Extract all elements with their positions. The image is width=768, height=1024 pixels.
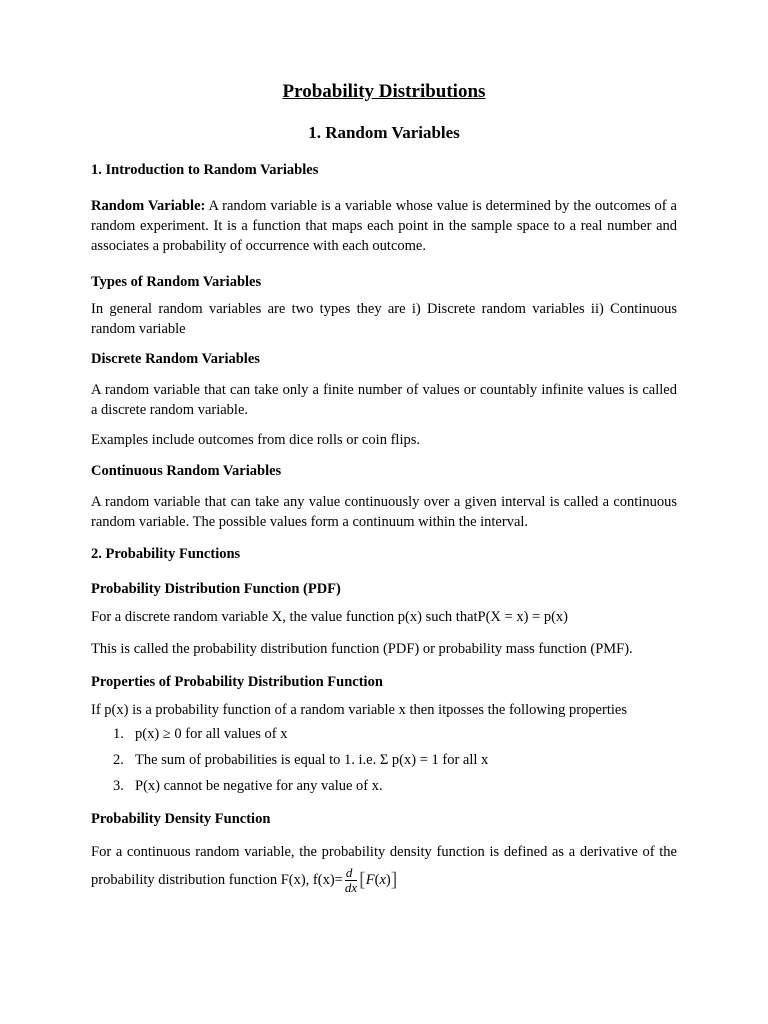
list-text: p(x) ≥ 0 for all values of x (135, 726, 288, 742)
close-bracket: ] (390, 869, 398, 891)
list-number: 3. (113, 778, 124, 794)
chapter-heading: 1. Random Variables (308, 123, 460, 142)
fraction-denominator: dx (344, 880, 358, 896)
density-text: For a continuous random variable, the probability density function is defined as a derivative of the probability distribution function F(x), f(x)= (91, 844, 677, 888)
list-text: P(x) cannot be negative for any value of x. (135, 778, 383, 794)
properties-list (91, 725, 677, 803)
close-paren: ) (385, 872, 391, 888)
function-name: F (365, 872, 375, 888)
section-heading-intro: 1. Introduction to Random Variables (91, 162, 319, 178)
random-variable-definition (91, 196, 677, 256)
properties-intro: If p(x) is a probability function of a random variable x then itposses the following properties (91, 702, 627, 718)
document-title: Probability Distributions (282, 81, 486, 102)
properties-heading: Properties of Probability Distribution Function (91, 674, 383, 690)
random-variable-term: Random Variable: (91, 198, 206, 214)
pdf-heading: Probability Distribution Function (PDF) (91, 581, 341, 597)
bracketed-expression (359, 869, 398, 891)
types-paragraph: In general random variables are two types they are i) Discrete random variables ii) Continuous random variable (91, 301, 677, 337)
discrete-paragraph: A random variable that can take only a finite number of values or countably infinite values is called a discrete random variable. (91, 382, 677, 418)
list-item (91, 751, 677, 777)
discrete-heading: Discrete Random Variables (91, 351, 260, 367)
list-number: 1. (113, 726, 124, 742)
function-variable: x (379, 872, 386, 888)
continuous-heading: Continuous Random Variables (91, 463, 282, 479)
list-number: 2. (113, 752, 124, 768)
list-item (91, 725, 677, 751)
density-heading: Probability Density Function (91, 811, 271, 827)
open-paren: ( (374, 872, 380, 888)
section-heading-probability-functions: 2. Probability Functions (91, 546, 241, 562)
continuous-paragraph: A random variable that can take any value continuously over a given interval is called a continuous random variable. The possible values form a continuum within the interval. (91, 494, 677, 530)
discrete-examples: Examples include outcomes from dice rolls or coin flips. (91, 432, 420, 448)
list-text: The sum of probabilities is equal to 1. i.e. Σ p(x) = 1 for all x (135, 752, 489, 768)
types-heading: Types of Random Variables (91, 274, 262, 290)
random-variable-text: A random variable is a variable whose value is determined by the outcomes of a random experiment. It is a function that maps each point in the sample space to a real number and associates a probability of occurrence with each outcome. (91, 198, 677, 254)
pdf-paragraph: For a discrete random variable X, the value function p(x) such thatP(X = x) = p(x) (91, 609, 568, 625)
density-paragraph (91, 838, 677, 895)
open-bracket: [ (359, 869, 366, 891)
list-item (91, 777, 677, 803)
pdf-called-paragraph: This is called the probability distribution function (PDF) or probability mass function (PMF). (91, 641, 633, 657)
fraction-numerator: d (345, 866, 357, 881)
derivative-fraction (345, 866, 357, 895)
